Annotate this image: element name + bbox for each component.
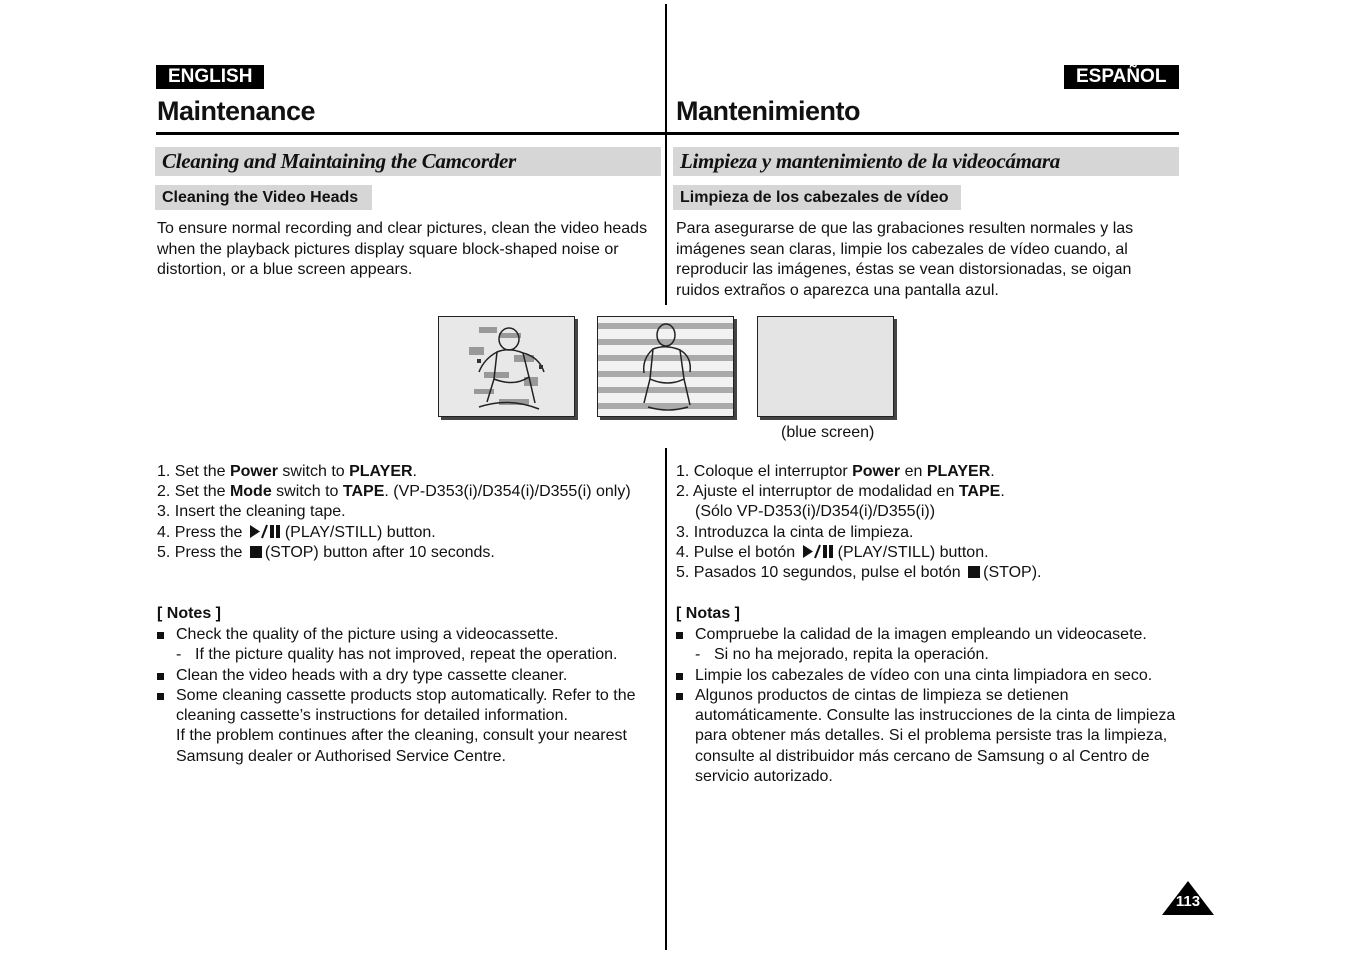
section-title-spanish: Limpieza y mantenimiento de la videocámara: [673, 147, 1179, 176]
title-rule-english: [156, 132, 666, 135]
steps-list-english: [157, 462, 657, 563]
step-item: 3. Insert the cleaning tape.: [157, 503, 346, 521]
note-item: Some cleaning cassette products stop automatically. Refer to the cleaning cassette’s instructions for detailed information. If the problem continues after the cleaning, consult your nearest Samsung dealer or Authorised Service Centre.: [157, 686, 647, 767]
figure-caption: (blue screen): [781, 424, 875, 441]
play-still-icon: [249, 524, 283, 539]
page-number-badge: [1162, 881, 1214, 915]
bullet-icon: [676, 673, 683, 680]
intro-text-english: To ensure normal recording and clear pictures, clean the video heads when the playback pictures display square block-shaped noise or distortion, or a blue screen appears.: [157, 220, 648, 278]
play-still-icon: [802, 544, 836, 559]
notes-heading-spanish: [ Notas ]: [676, 605, 740, 622]
block-noise-illustration: [439, 317, 574, 416]
notes-list-english: [157, 625, 647, 767]
steps-list-spanish: [676, 462, 1176, 583]
stripe-distortion-illustration: [598, 317, 733, 416]
page-title-english: Maintenance: [157, 96, 316, 126]
step-item: 1. Coloque el interruptor Power en PLAYER.: [676, 463, 995, 480]
step-item: 2. Set the Mode switch to TAPE. (VP-D353(i)/D354(i)/D355(i) only): [157, 483, 631, 501]
step-item: 4. Press the (PLAY/STILL) button.: [157, 523, 436, 541]
bullet-icon: [157, 632, 164, 639]
bullet-icon: [157, 673, 164, 680]
page-number: 113: [1175, 893, 1201, 910]
bullet-icon: [157, 693, 164, 700]
note-item: Clean the video heads with a dry type cassette cleaner.: [157, 666, 647, 686]
note-item: Limpie los cabezales de vídeo con una cinta limpiadora en seco.: [676, 666, 1176, 686]
note-item: Algunos productos de cintas de limpieza se detienen automáticamente. Consulte las instrucciones de la cinta de limpieza para obtener más detalles. Si el problema persiste tras la limpieza, consulte al distribuidor más cercano de Samsung o al Centro de servicio autorizado.: [676, 686, 1176, 787]
step-item: 5. Press the (STOP) button after 10 seconds.: [157, 543, 495, 561]
subsection-title-spanish: Limpieza de los cabezales de vídeo: [673, 185, 961, 210]
noise-block-picture: [438, 316, 575, 417]
step-item: 1. Set the Power switch to PLAYER.: [157, 463, 417, 480]
step-item: 5. Pasados 10 segundos, pulse el botón (STOP).: [676, 564, 1042, 582]
bullet-icon: [676, 693, 683, 700]
section-title-english: Cleaning and Maintaining the Camcorder: [155, 147, 661, 176]
title-rule-spanish: [666, 132, 1179, 135]
subsection-title-english: Cleaning the Video Heads: [155, 185, 372, 210]
column-divider-top: [665, 4, 667, 305]
step-item: 3. Introduzca la cinta de limpieza.: [676, 523, 914, 541]
stop-icon: [250, 546, 262, 558]
bullet-icon: [676, 632, 683, 639]
intro-text-spanish: Para asegurarse de que las grabaciones resulten normales y las imágenes sean claras, limpie los cabezales de vídeo cuando, al reproducir las imágenes, éstas se vean distorsionadas, se oigan ruidos extraños o aparezca una pantalla azul.: [676, 220, 1134, 299]
blue-screen-picture: [757, 316, 894, 417]
step-item: 2. Ajuste el interruptor de modalidad en TAPE. (Sólo VP-D353(i)/D354(i)/D355(i)): [676, 483, 1005, 521]
language-badge-spanish: ESPAÑOL: [1064, 65, 1179, 89]
note-item: Check the quality of the picture using a videocassette. - If the picture quality has not improved, repeat the operation.: [157, 625, 647, 666]
column-divider-bottom: [665, 448, 667, 950]
distorted-picture: [597, 316, 734, 417]
notes-heading-english: [ Notes ]: [157, 605, 221, 622]
step-item: 4. Pulse el botón (PLAY/STILL) button.: [676, 543, 989, 561]
notes-list-spanish: [676, 625, 1176, 787]
language-badge-english: ENGLISH: [156, 65, 264, 89]
page-title-spanish: Mantenimiento: [676, 96, 861, 126]
note-item: Compruebe la calidad de la imagen empleando un videocasete. - Si no ha mejorado, repita la operación.: [676, 625, 1176, 666]
note-subitem: - Si no ha mejorado, repita la operación.: [695, 646, 989, 664]
stop-icon: [968, 566, 980, 578]
note-subitem: - If the picture quality has not improved, repeat the operation.: [176, 646, 618, 664]
